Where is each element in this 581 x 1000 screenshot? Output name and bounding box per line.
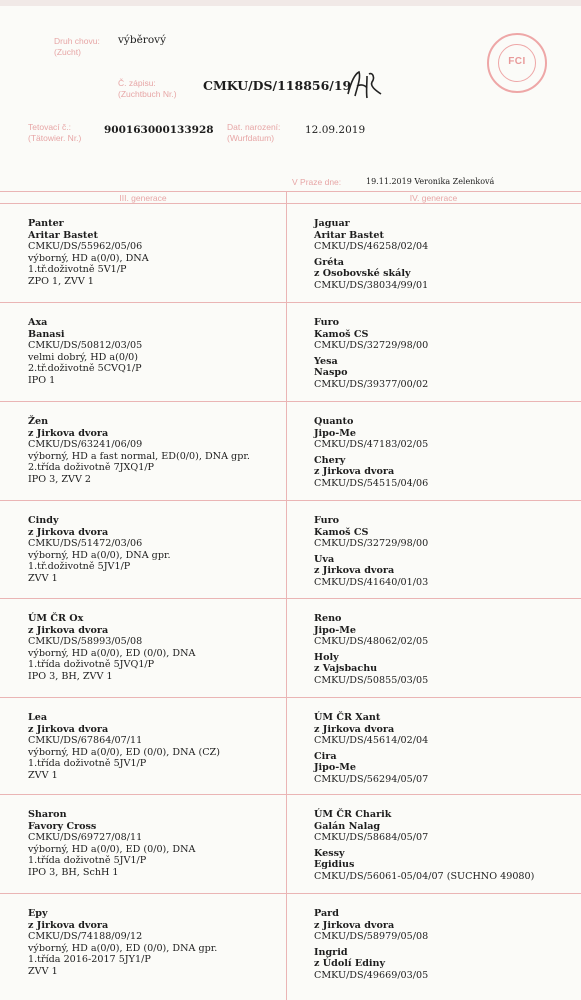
column-header-gen3: III. generace (119, 193, 167, 203)
gen3-ancestor-cell (28, 515, 171, 585)
dog-name: Panter (28, 218, 64, 229)
kennel-name: Favory Cross (28, 820, 97, 832)
kennel-name: z Vajsbachu (314, 663, 378, 675)
dog-name: Kessy (314, 847, 345, 859)
dog-detail: CMKU/DS/32729/98/00 (314, 340, 429, 352)
dog-detail: CMKU/DS/74188/09/12 (28, 931, 143, 943)
dog-detail: CMKU/DS/50812/03/05 (28, 340, 143, 352)
dog-detail: IPO 3, ZVV 2 (28, 473, 92, 485)
dog-name: Yesa (314, 355, 338, 367)
kennel-name: Galán Nalag (314, 820, 381, 832)
kennel-name: Jipo-Me (314, 762, 356, 774)
dog-detail: CMKU/DS/48062/02/05 (314, 636, 429, 648)
dog-detail: 1.třída doživotně 5JV1/P (28, 758, 147, 770)
dog-detail: 1.třída doživotně 5JV1/P (28, 855, 147, 867)
breeding-type-label-cz: Druh chovu: (54, 36, 100, 46)
dog-name: ÚM ČR Ox (28, 613, 84, 624)
dog-detail: CMKU/DS/56061-05/04/07 (SUCHNO 49080) (314, 870, 535, 882)
dog-name: Cira (314, 750, 337, 762)
registration-label-de: (Zuchtbuch Nr.) (118, 89, 177, 99)
dog-detail: CMKU/DS/32729/98/00 (314, 538, 429, 550)
kennel-name: Egidius (314, 859, 355, 871)
issue-date-signature: 19.11.2019 Veronika Zelenková (366, 177, 495, 186)
kennel-name: Naspo (314, 367, 348, 379)
gen4-ancestor-cell (314, 809, 534, 883)
row-divider (0, 302, 581, 303)
dog-detail: velmi dobrý, HD a(0/0) (28, 351, 139, 363)
gen3-ancestor-cell (28, 317, 142, 387)
kennel-name: Aritar Bastet (28, 229, 98, 241)
dog-name: ÚM ČR Xant (314, 712, 381, 723)
dog-detail: CMKU/DS/56294/05/07 (314, 773, 429, 785)
row-divider (0, 598, 581, 599)
column-header-gen4: IV. generace (409, 193, 458, 203)
birth-date-label-de: (Wurfdatum) (227, 133, 275, 143)
birth-date-label (227, 122, 280, 144)
tattoo-label-cz: Tetovací č.: (28, 122, 71, 132)
kennel-name: z Jirkova dvora (28, 624, 109, 636)
birth-date-label-cz: Dat. narození: (227, 122, 281, 132)
gen3-ancestor-cell (28, 712, 220, 782)
dog-detail: CMKU/DS/45614/02/04 (314, 735, 429, 747)
gen4-ancestor-cell (314, 317, 428, 391)
dog-detail: ZVV 1 (28, 572, 58, 584)
kennel-name: z Jirkova dvora (28, 427, 109, 439)
dog-name: Gréta (314, 256, 344, 268)
breeding-type-label (54, 36, 100, 58)
dog-name: Ingrid (314, 946, 348, 958)
dog-name: ÚM ČR Charik (314, 809, 392, 820)
kennel-name: z Osobovské skály (314, 268, 411, 280)
gen4-ancestor-cell (314, 712, 428, 786)
gen3-ancestor-cell (28, 809, 195, 879)
dog-detail: CMKU/DS/38034/99/01 (314, 279, 429, 291)
dog-detail: 2.třída doživotně 7JXQ1/P (28, 462, 155, 474)
fci-stamp (487, 33, 547, 93)
kennel-name: Banasi (28, 328, 65, 340)
dog-name: Uva (314, 553, 335, 565)
dog-detail: IPO 3, BH, SchH 1 (28, 866, 119, 878)
dog-detail: CMKU/DS/63241/06/09 (28, 439, 143, 451)
dog-detail: CMKU/DS/54515/04/06 (314, 477, 429, 489)
handwritten-suffix-icon (345, 68, 385, 102)
gen3-ancestor-cell (28, 908, 217, 978)
column-divider (286, 191, 287, 1000)
dog-name: Jaguar (314, 218, 350, 229)
gen3-ancestor-cell (28, 613, 195, 683)
tattoo-number: 900163000133928 (104, 124, 214, 136)
dog-name: Axa (28, 317, 48, 328)
dog-detail: 1.tř.doživotně 5V1/P (28, 264, 127, 276)
kennel-name: z Jirkova dvora (314, 723, 395, 735)
kennel-name: z Jirkova dvora (314, 919, 395, 931)
dog-detail: CMKU/DS/58993/05/08 (28, 636, 143, 648)
dog-detail: CMKU/DS/55962/05/06 (28, 241, 143, 253)
table-header-border (0, 203, 581, 204)
gen3-ancestor-cell (28, 416, 250, 486)
breeding-type-label-de: (Zucht) (54, 47, 81, 57)
dog-detail: výborný, HD a(0/0), DNA (28, 252, 149, 264)
dog-name: Cindy (28, 515, 59, 526)
row-divider (0, 794, 581, 795)
kennel-name: z Jirkova dvora (314, 466, 395, 478)
dog-name: Pard (314, 908, 339, 919)
row-divider (0, 401, 581, 402)
dog-detail: CMKU/DS/67864/07/11 (28, 735, 143, 747)
kennel-name: Jipo-Me (314, 624, 356, 636)
dog-name: Žen (28, 416, 49, 427)
fci-stamp-text: FCI (508, 56, 526, 67)
dog-name: Chery (314, 454, 346, 466)
dog-detail: IPO 3, BH, ZVV 1 (28, 670, 113, 682)
dog-detail: IPO 1 (28, 374, 56, 386)
dog-detail: ZPO 1, ZVV 1 (28, 275, 94, 287)
dog-detail: CMKU/DS/50855/03/05 (314, 674, 429, 686)
dog-name: Quanto (314, 416, 354, 427)
issued-in-prague-label: V Praze dne: (292, 177, 342, 187)
dog-detail: 1.třída doživotně 5JVQ1/P (28, 659, 155, 671)
gen4-ancestor-cell (314, 613, 428, 687)
dog-detail: CMKU/DS/58684/05/07 (314, 832, 429, 844)
gen4-ancestor-cell (314, 218, 428, 292)
dog-detail: výborný, HD a(0/0), ED (0/0), DNA (CZ) (28, 746, 220, 758)
row-divider (0, 697, 581, 698)
dog-detail: ZVV 1 (28, 769, 58, 781)
kennel-name: Aritar Bastet (314, 229, 384, 241)
tattoo-label-de: (Tätowier. Nr.) (28, 133, 82, 143)
dog-detail: ZVV 1 (28, 965, 58, 977)
dog-detail: výborný, HD a(0/0), ED (0/0), DNA gpr. (28, 942, 218, 954)
dog-detail: 1.tř.doživotně 5JV1/P (28, 561, 131, 573)
gen3-ancestor-cell (28, 218, 149, 288)
birth-date-value: 12.09.2019 (305, 124, 366, 136)
row-divider (0, 893, 581, 894)
kennel-name: z Údolí Ediny (314, 958, 386, 970)
dog-detail: CMKU/DS/51472/03/06 (28, 538, 143, 550)
dog-name: Holy (314, 651, 339, 663)
dog-detail: CMKU/DS/47183/02/05 (314, 439, 429, 451)
tattoo-label (28, 122, 81, 144)
top-edge (0, 0, 581, 6)
dog-detail: CMKU/DS/39377/00/02 (314, 378, 429, 390)
gen4-ancestor-cell (314, 416, 428, 490)
dog-detail: CMKU/DS/46258/02/04 (314, 241, 429, 253)
dog-name: Sharon (28, 809, 67, 820)
dog-name: Lea (28, 712, 48, 723)
dog-detail: 1.třída 2016-2017 5JY1/P (28, 954, 151, 966)
dog-detail: CMKU/DS/58979/05/08 (314, 931, 429, 943)
dog-name: Furo (314, 317, 340, 328)
registration-label (118, 78, 177, 100)
registration-number: CMKU/DS/118856/19 (203, 78, 352, 93)
dog-detail: CMKU/DS/41640/01/03 (314, 576, 429, 588)
kennel-name: z Jirkova dvora (28, 919, 109, 931)
table-top-border (0, 191, 581, 192)
dog-name: Epy (28, 908, 48, 919)
kennel-name: Kamoš CS (314, 526, 369, 538)
kennel-name: Kamoš CS (314, 328, 369, 340)
gen4-ancestor-cell (314, 515, 428, 589)
dog-detail: CMKU/DS/69727/08/11 (28, 832, 143, 844)
row-divider (0, 500, 581, 501)
dog-name: Furo (314, 515, 340, 526)
dog-detail: 2.tř.doživotně 5CVQ1/P (28, 363, 142, 375)
registration-label-cz: Č. zápisu: (118, 78, 156, 88)
dog-detail: výborný, HD a(0/0), DNA gpr. (28, 549, 171, 561)
gen4-ancestor-cell (314, 908, 428, 982)
kennel-name: z Jirkova dvora (314, 565, 395, 577)
dog-detail: CMKU/DS/49669/03/05 (314, 969, 429, 981)
dog-detail: výborný, HD a(0/0), ED (0/0), DNA (28, 647, 196, 659)
dog-detail: výborný, HD a(0/0), ED (0/0), DNA (28, 843, 196, 855)
breeding-type-value: výběrový (118, 34, 167, 46)
kennel-name: z Jirkova dvora (28, 723, 109, 735)
dog-name: Reno (314, 613, 342, 624)
kennel-name: Jipo-Me (314, 427, 356, 439)
dog-detail: výborný, HD a fast normal, ED(0/0), DNA gpr. (28, 450, 250, 462)
kennel-name: z Jirkova dvora (28, 526, 109, 538)
